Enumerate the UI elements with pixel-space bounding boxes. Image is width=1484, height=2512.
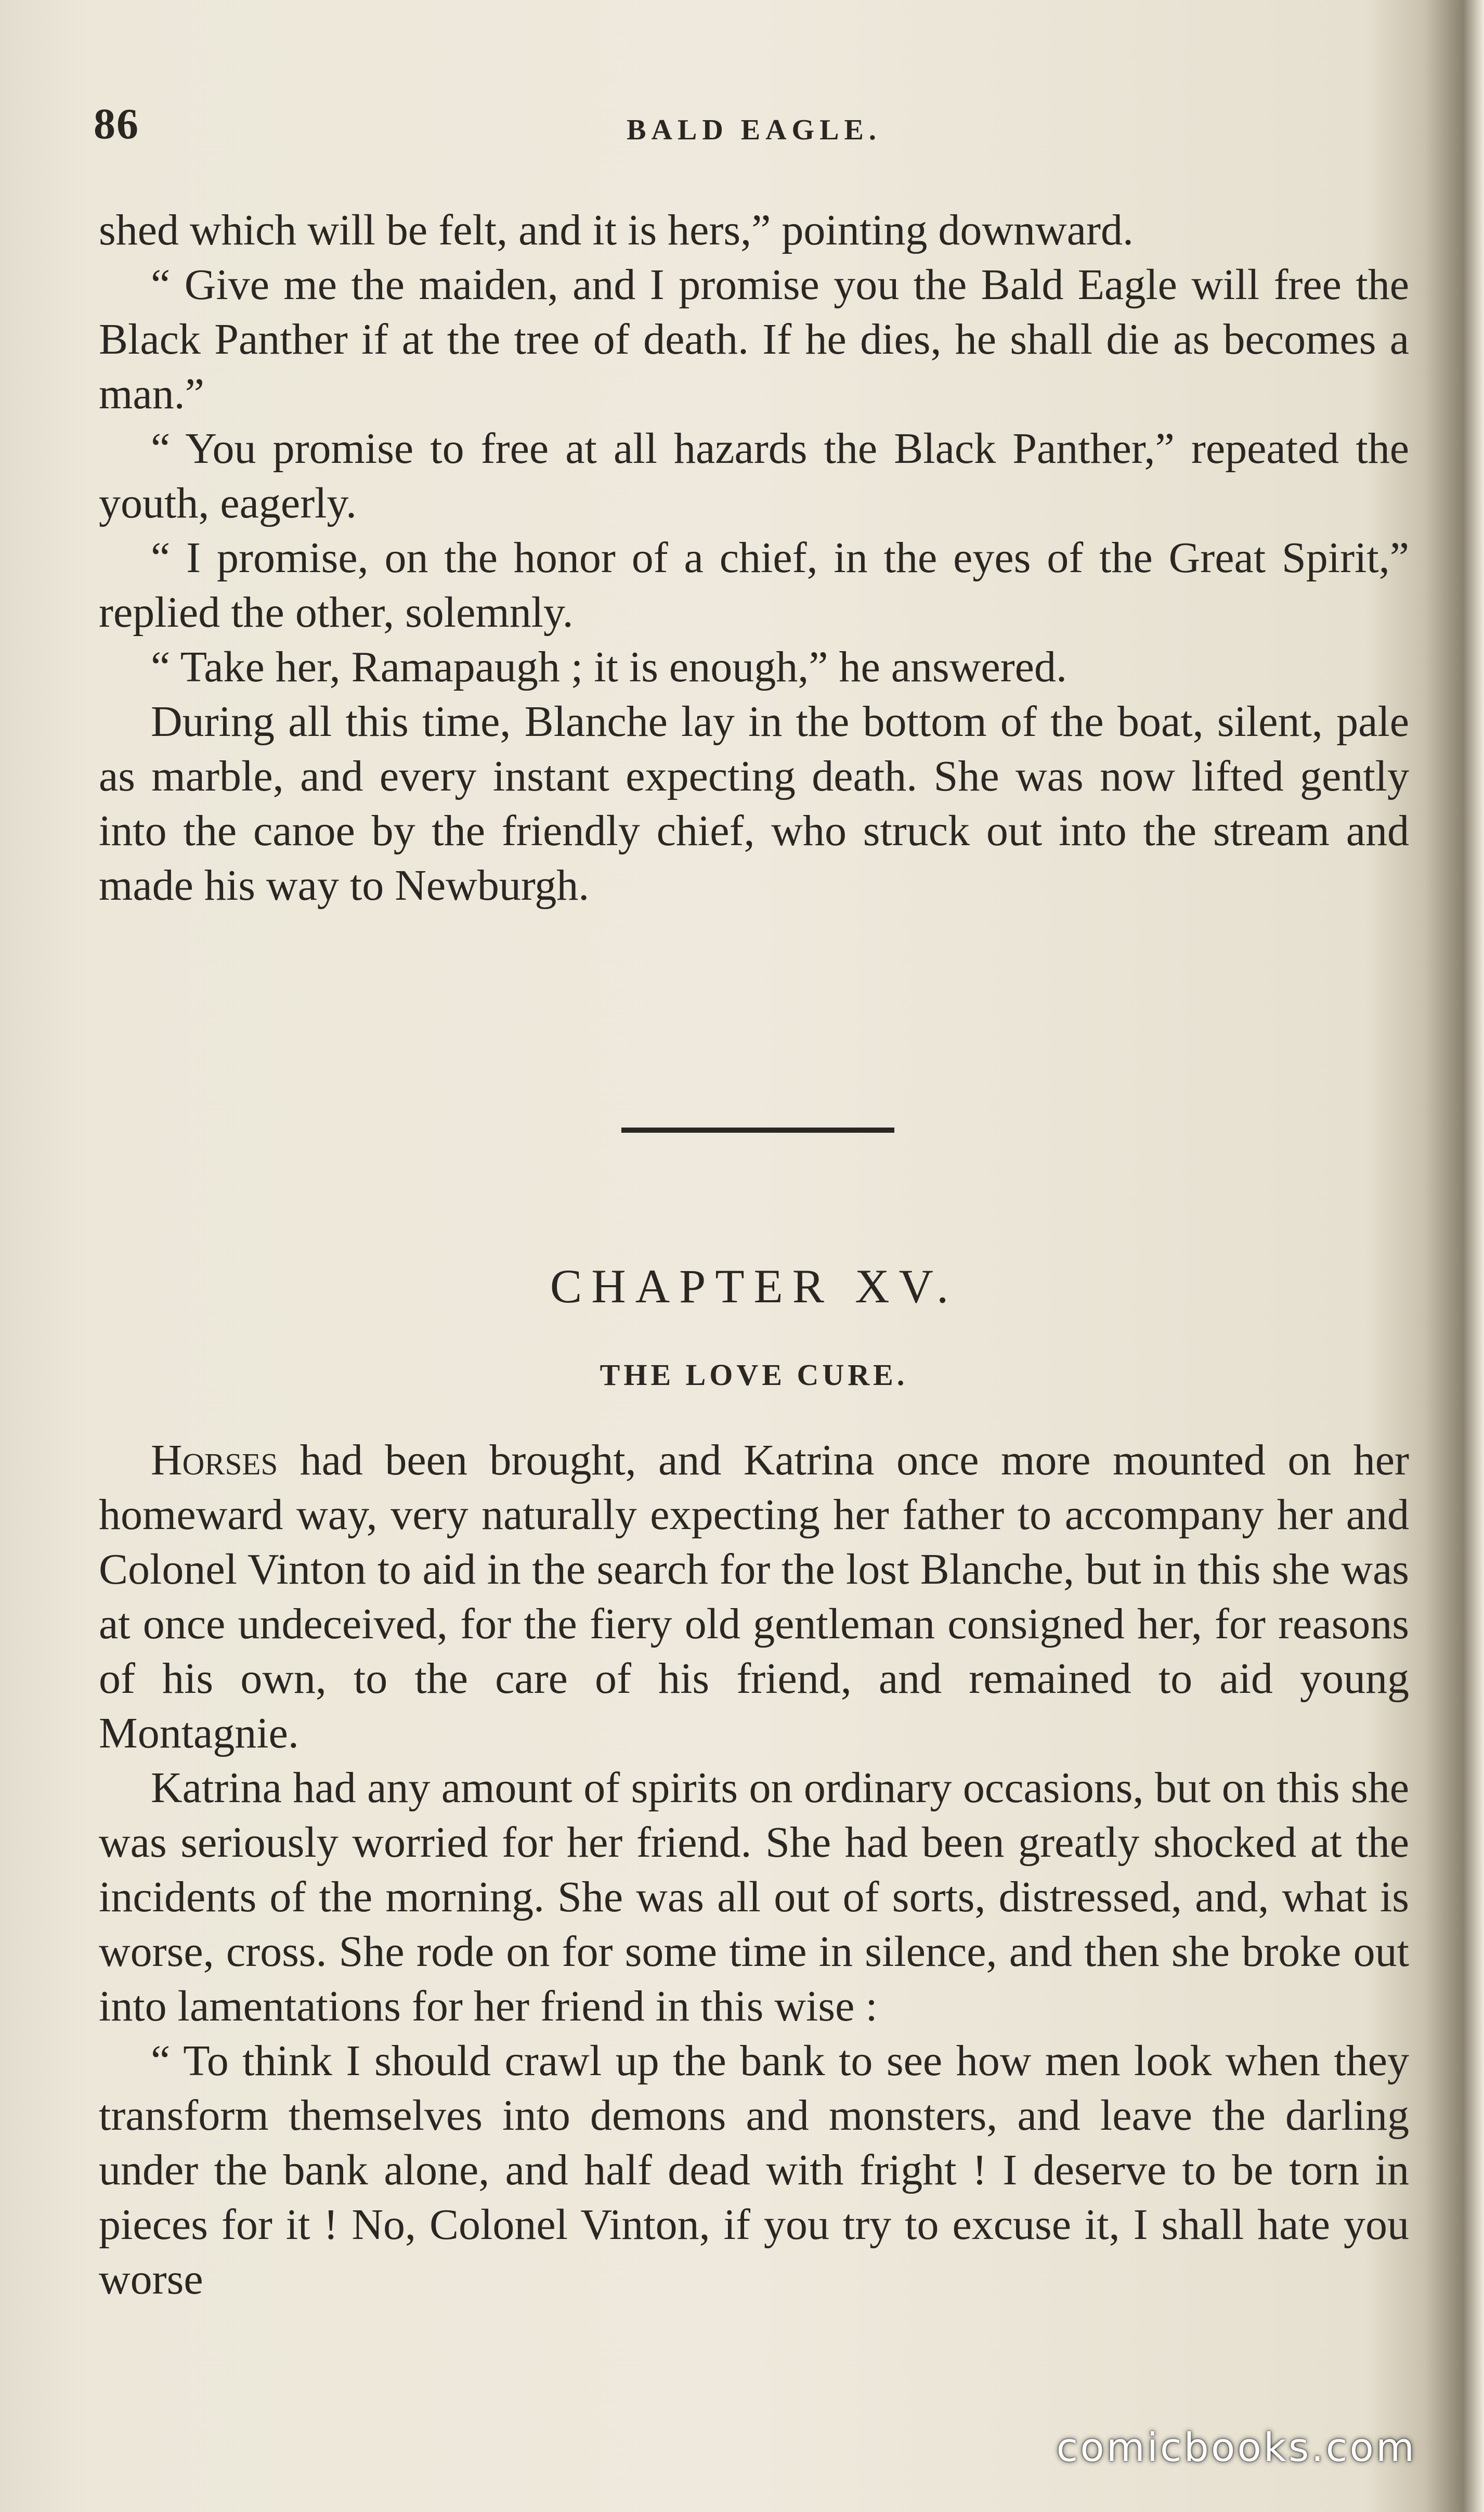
paragraph: shed which will be felt, and it is hers,” pointing downward.	[99, 206, 1134, 254]
paragraph-lead-word: Horses	[151, 1436, 278, 1484]
paragraph: “ You promise to free at all hazards the Black Panther,” repeated the youth, eagerly.	[99, 424, 1409, 527]
chapter-heading: CHAPTER XV.	[550, 1260, 958, 1313]
text-block-top	[99, 203, 1409, 913]
paragraph: Katrina had any amount of spirits on ordinary occasions, but on this she was seriously worried for her friend. She had been greatly shocked at the incidents of the morning. She was all out of sorts, distressed, and, what is worse, cross. She rode on for some time in silence, and then she broke out into lamentations for her friend in this wise :	[99, 1764, 1409, 2030]
paragraph: “ Give me the maiden, and I promise you the Bald Eagle will free the Black Panther if at the tree of death. If he dies, he shall die as becomes a man.”	[99, 261, 1409, 418]
chapter-subtitle: THE LOVE CURE.	[600, 1358, 908, 1392]
paragraph: During all this time, Blanche lay in the bottom of the boat, silent, pale as marble, and every instant expecting death. She was now lifted gently into the canoe by the friendly chief, who struck out into the stream and made his way to Newburgh.	[99, 697, 1409, 910]
page-number: 86	[94, 100, 139, 148]
text-block-chapter	[99, 1433, 1409, 2307]
paragraph: “ Take her, Ramapaugh ; it is enough,” he answered.	[151, 643, 1067, 691]
paragraph-text: had been brought, and Katrina once more mounted on her homeward way, very naturally expecting her father to accompany her and Colonel Vinton to aid in the search for the lost Blanche, but in this she was at once undeceived, for the fiery old gentleman consigned her, for reasons of his own, to the care of his friend, and remained to aid young Montagnie.	[99, 1436, 1409, 1757]
page-header	[94, 99, 1414, 161]
paragraph: “ I promise, on the honor of a chief, in the eyes of the Great Spirit,” replied the other, solemnly.	[99, 534, 1409, 637]
running-title: BALD EAGLE.	[627, 114, 881, 146]
paragraph: “ To think I should crawl up the bank to see how men look when they transform themselves into demons and monsters, and leave the darling under the bank alone, and half dead with fright ! I deserve to be torn in pieces for it ! No, Colonel Vinton, if you try to excuse it, I shall hate you worse	[99, 2037, 1409, 2303]
section-divider	[621, 1128, 894, 1133]
watermark: comicbooks.com	[1056, 2424, 1416, 2470]
paragraph	[99, 1433, 1409, 1760]
